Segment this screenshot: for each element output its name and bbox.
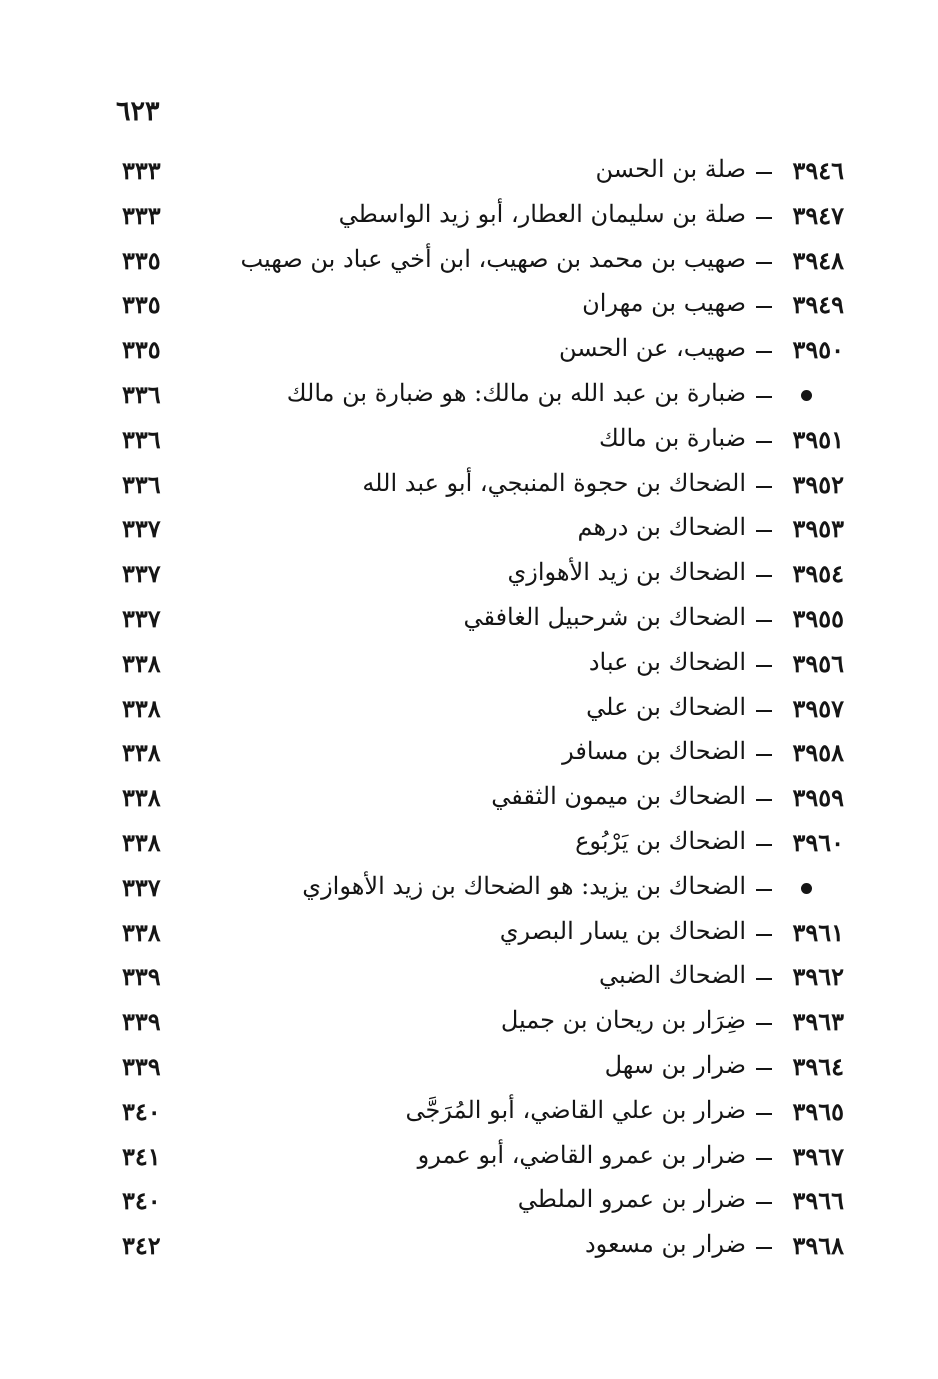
dash-separator <box>756 620 772 622</box>
entry-name: ضرار بن مسعود <box>584 1230 746 1259</box>
bullet-icon <box>801 390 812 401</box>
entry-name: صهيب، عن الحسن <box>559 334 746 363</box>
dash-separator <box>756 978 772 980</box>
entry-page-ref: ٣٣٨ <box>122 648 161 678</box>
entry-number: ٣٩٥٩ <box>792 783 844 813</box>
dash-separator <box>756 710 772 712</box>
entry-number: ٣٩٦١ <box>792 917 844 947</box>
entry-page-ref: ٣٤١ <box>122 1141 161 1171</box>
dash-separator <box>756 1202 772 1204</box>
entry-name: الضحاك بن مسافر <box>562 737 746 766</box>
index-entry <box>0 284 938 329</box>
entry-page-ref: ٣٣٥ <box>122 245 161 275</box>
index-entry <box>0 732 938 777</box>
entry-page-ref: ٣٣٧ <box>122 559 161 589</box>
index-entry <box>0 1136 938 1181</box>
dash-separator <box>756 665 772 667</box>
entry-name: صهيب بن محمد بن صهيب، ابن أخي عباد بن صهيب <box>240 244 746 273</box>
entry-number: ٣٩٥٤ <box>792 559 844 589</box>
entry-name: الضحاك بن علي <box>586 692 746 721</box>
index-entry <box>0 195 938 240</box>
entry-number: ٣٩٦٠ <box>792 827 844 857</box>
index-entry <box>0 956 938 1001</box>
entry-name: الضحاك بن يسار البصري <box>499 916 746 945</box>
dash-separator <box>756 1113 772 1115</box>
index-entry <box>0 464 938 509</box>
index-entry <box>0 912 938 957</box>
dash-separator <box>756 1023 772 1025</box>
entry-number: ٣٩٤٩ <box>792 290 844 320</box>
index-entry <box>0 867 938 912</box>
entry-name: ضرار بن علي القاضي، أبو المُرَجَّى <box>405 1095 746 1124</box>
entry-page-ref: ٣٤٠ <box>122 1186 161 1216</box>
entry-number: ٣٩٦٢ <box>792 962 844 992</box>
index-entry <box>0 822 938 867</box>
entry-number: ٣٩٥٠ <box>792 335 844 365</box>
dash-separator <box>756 441 772 443</box>
entry-number: ٣٩٦٤ <box>792 1051 844 1081</box>
index-entry <box>0 1225 938 1270</box>
page-number: ٦٢٣ <box>116 96 160 127</box>
entry-page-ref: ٣٣٧ <box>122 872 161 902</box>
entry-name: صلة بن الحسن <box>595 155 746 183</box>
index-entry <box>0 374 938 419</box>
entry-page-ref: ٣٣٦ <box>122 379 161 409</box>
index-entry <box>0 553 938 598</box>
dash-separator <box>756 1247 772 1249</box>
entry-number: ٣٩٤٨ <box>792 245 844 275</box>
dash-separator <box>756 844 772 846</box>
entry-name: ضِرَار بن ريحان بن جميل <box>500 1006 746 1035</box>
entry-number: ٣٩٦٥ <box>792 1096 844 1126</box>
entry-number: ٣٩٦٣ <box>792 1007 844 1037</box>
entry-page-ref: ٣٣٥ <box>122 290 161 320</box>
entry-page-ref: ٣٤٠ <box>122 1096 161 1126</box>
entry-name: الضحاك بن ميمون الثقفي <box>491 782 746 811</box>
entry-page-ref: ٣٣٩ <box>122 1051 161 1081</box>
dash-separator <box>756 486 772 488</box>
dash-separator <box>756 262 772 264</box>
index-entry <box>0 1046 938 1091</box>
entry-name: الضحاك بن زيد الأهوازي <box>507 558 746 587</box>
index-entry <box>0 150 938 195</box>
index-entry <box>0 688 938 733</box>
entry-page-ref: ٣٣٩ <box>122 1007 161 1037</box>
dash-separator <box>756 396 772 398</box>
entry-number: ٣٩٥٢ <box>792 469 844 499</box>
entry-page-ref: ٣٣٨ <box>122 827 161 857</box>
entry-number: ٣٩٦٦ <box>792 1186 844 1216</box>
index-entry <box>0 1001 938 1046</box>
dash-separator <box>756 1068 772 1070</box>
dash-separator <box>756 351 772 353</box>
index-entry <box>0 1180 938 1225</box>
dash-separator <box>756 575 772 577</box>
entry-number: ٣٩٥٧ <box>792 693 844 723</box>
entry-number: ٣٩٤٧ <box>792 200 844 230</box>
entry-page-ref: ٣٣٦ <box>122 469 161 499</box>
entry-number: ٣٩٥٣ <box>792 514 844 544</box>
entry-page-ref: ٣٣٥ <box>122 335 161 365</box>
index-entry <box>0 240 938 285</box>
dash-separator <box>756 934 772 936</box>
entry-page-ref: ٣٣٨ <box>122 917 161 947</box>
index-entry <box>0 777 938 822</box>
entry-name: ضبارة بن مالك <box>598 423 746 452</box>
entry-page-ref: ٣٣٩ <box>122 962 161 992</box>
entry-number: ٣٩٥٨ <box>792 738 844 768</box>
index-entry <box>0 643 938 688</box>
index-entry <box>0 598 938 643</box>
dash-separator <box>756 172 772 174</box>
entry-page-ref: ٣٤٢ <box>122 1231 161 1261</box>
index-entry <box>0 1091 938 1136</box>
entry-page-ref: ٣٣٧ <box>122 514 161 544</box>
entry-page-ref: ٣٣٧ <box>122 603 161 633</box>
entry-number: ٣٩٦٨ <box>792 1231 844 1261</box>
entry-name: الضحاك بن درهم <box>577 513 746 542</box>
entry-name: الضحاك بن شرحبيل الغافقي <box>463 602 746 631</box>
entry-name: الضحاك بن حجوة المنبجي، أبو عبد الله <box>362 468 746 497</box>
entry-name: الضحاك بن عباد <box>588 647 746 676</box>
entry-page-ref: ٣٣٨ <box>122 738 161 768</box>
entry-number: ٣٩٤٦ <box>792 156 844 185</box>
entry-number: ٣٩٦٧ <box>792 1141 844 1171</box>
entry-name: صلة بن سليمان العطار، أبو زيد الواسطي <box>338 199 746 228</box>
dash-separator <box>756 889 772 891</box>
entry-name: ضرار بن عمرو القاضي، أبو عمرو <box>417 1140 746 1169</box>
dash-separator <box>756 217 772 219</box>
entry-page-ref: ٣٣٣ <box>122 156 161 185</box>
dash-separator <box>756 754 772 756</box>
index-entry <box>0 329 938 374</box>
index-entry <box>0 508 938 553</box>
dash-separator <box>756 799 772 801</box>
entry-name: الضحاك بن يَرْبُوع <box>575 826 746 855</box>
dash-separator <box>756 1158 772 1160</box>
entry-number: ٣٩٥٦ <box>792 648 844 678</box>
bullet-icon <box>801 883 812 894</box>
dash-separator <box>756 530 772 532</box>
entry-page-ref: ٣٣٨ <box>122 693 161 723</box>
entry-name: الضحاك الضبي <box>598 961 746 990</box>
entry-number: ٣٩٥١ <box>792 424 844 454</box>
entry-name: ضرار بن عمرو الملطي <box>517 1185 746 1214</box>
entry-page-ref: ٣٣٦ <box>122 424 161 454</box>
entry-name: الضحاك بن يزيد: هو الضحاك بن زيد الأهوازي <box>302 871 746 900</box>
dash-separator <box>756 306 772 308</box>
entry-page-ref: ٣٣٣ <box>122 200 161 230</box>
entry-name: ضبارة بن عبد الله بن مالك: هو ضبارة بن مالك <box>286 378 746 407</box>
entry-name: ضرار بن سهل <box>604 1050 746 1079</box>
index-entry <box>0 419 938 464</box>
entry-page-ref: ٣٣٨ <box>122 783 161 813</box>
entry-name: صهيب بن مهران <box>582 289 746 318</box>
entry-number: ٣٩٥٥ <box>792 603 844 633</box>
index-list <box>0 150 938 1270</box>
